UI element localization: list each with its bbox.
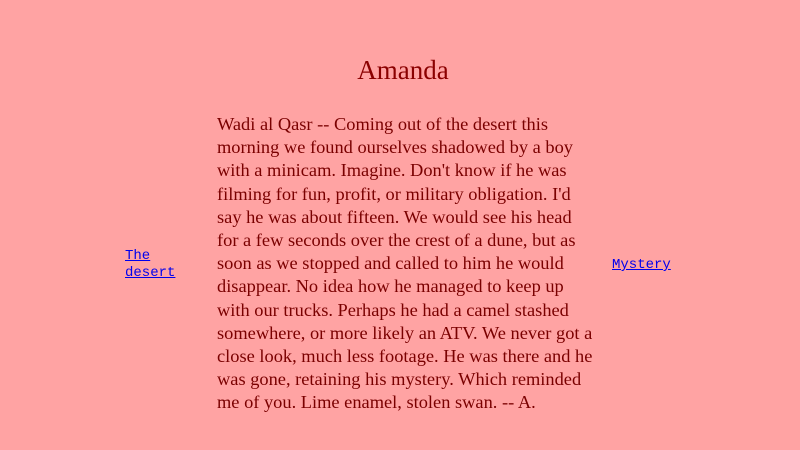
next-link[interactable]: Mystery: [612, 257, 671, 273]
letter-body: Wadi al Qasr -- Coming out of the desert this morning we found ourselves shadowed by a boy with a minicam. Imagine. Don't know if he was filming for fun, profit, or military obligation. I'd say he was about fifteen. We would see his head for a few seconds over the crest of a dune, but as soon as we stopped and called to him he would disappear. No idea how he managed to keep up with our trucks. Perhaps he had a camel stashed somewhere, or more likely an ATV. We never got a close look, much less footage. He was there and he was gone, retaining his mystery. Which reminded me of you. Lime enamel, stolen swan. -- A.: [217, 114, 593, 413]
page-title: Amanda: [357, 55, 449, 85]
prev-link[interactable]: The desert: [125, 248, 176, 281]
